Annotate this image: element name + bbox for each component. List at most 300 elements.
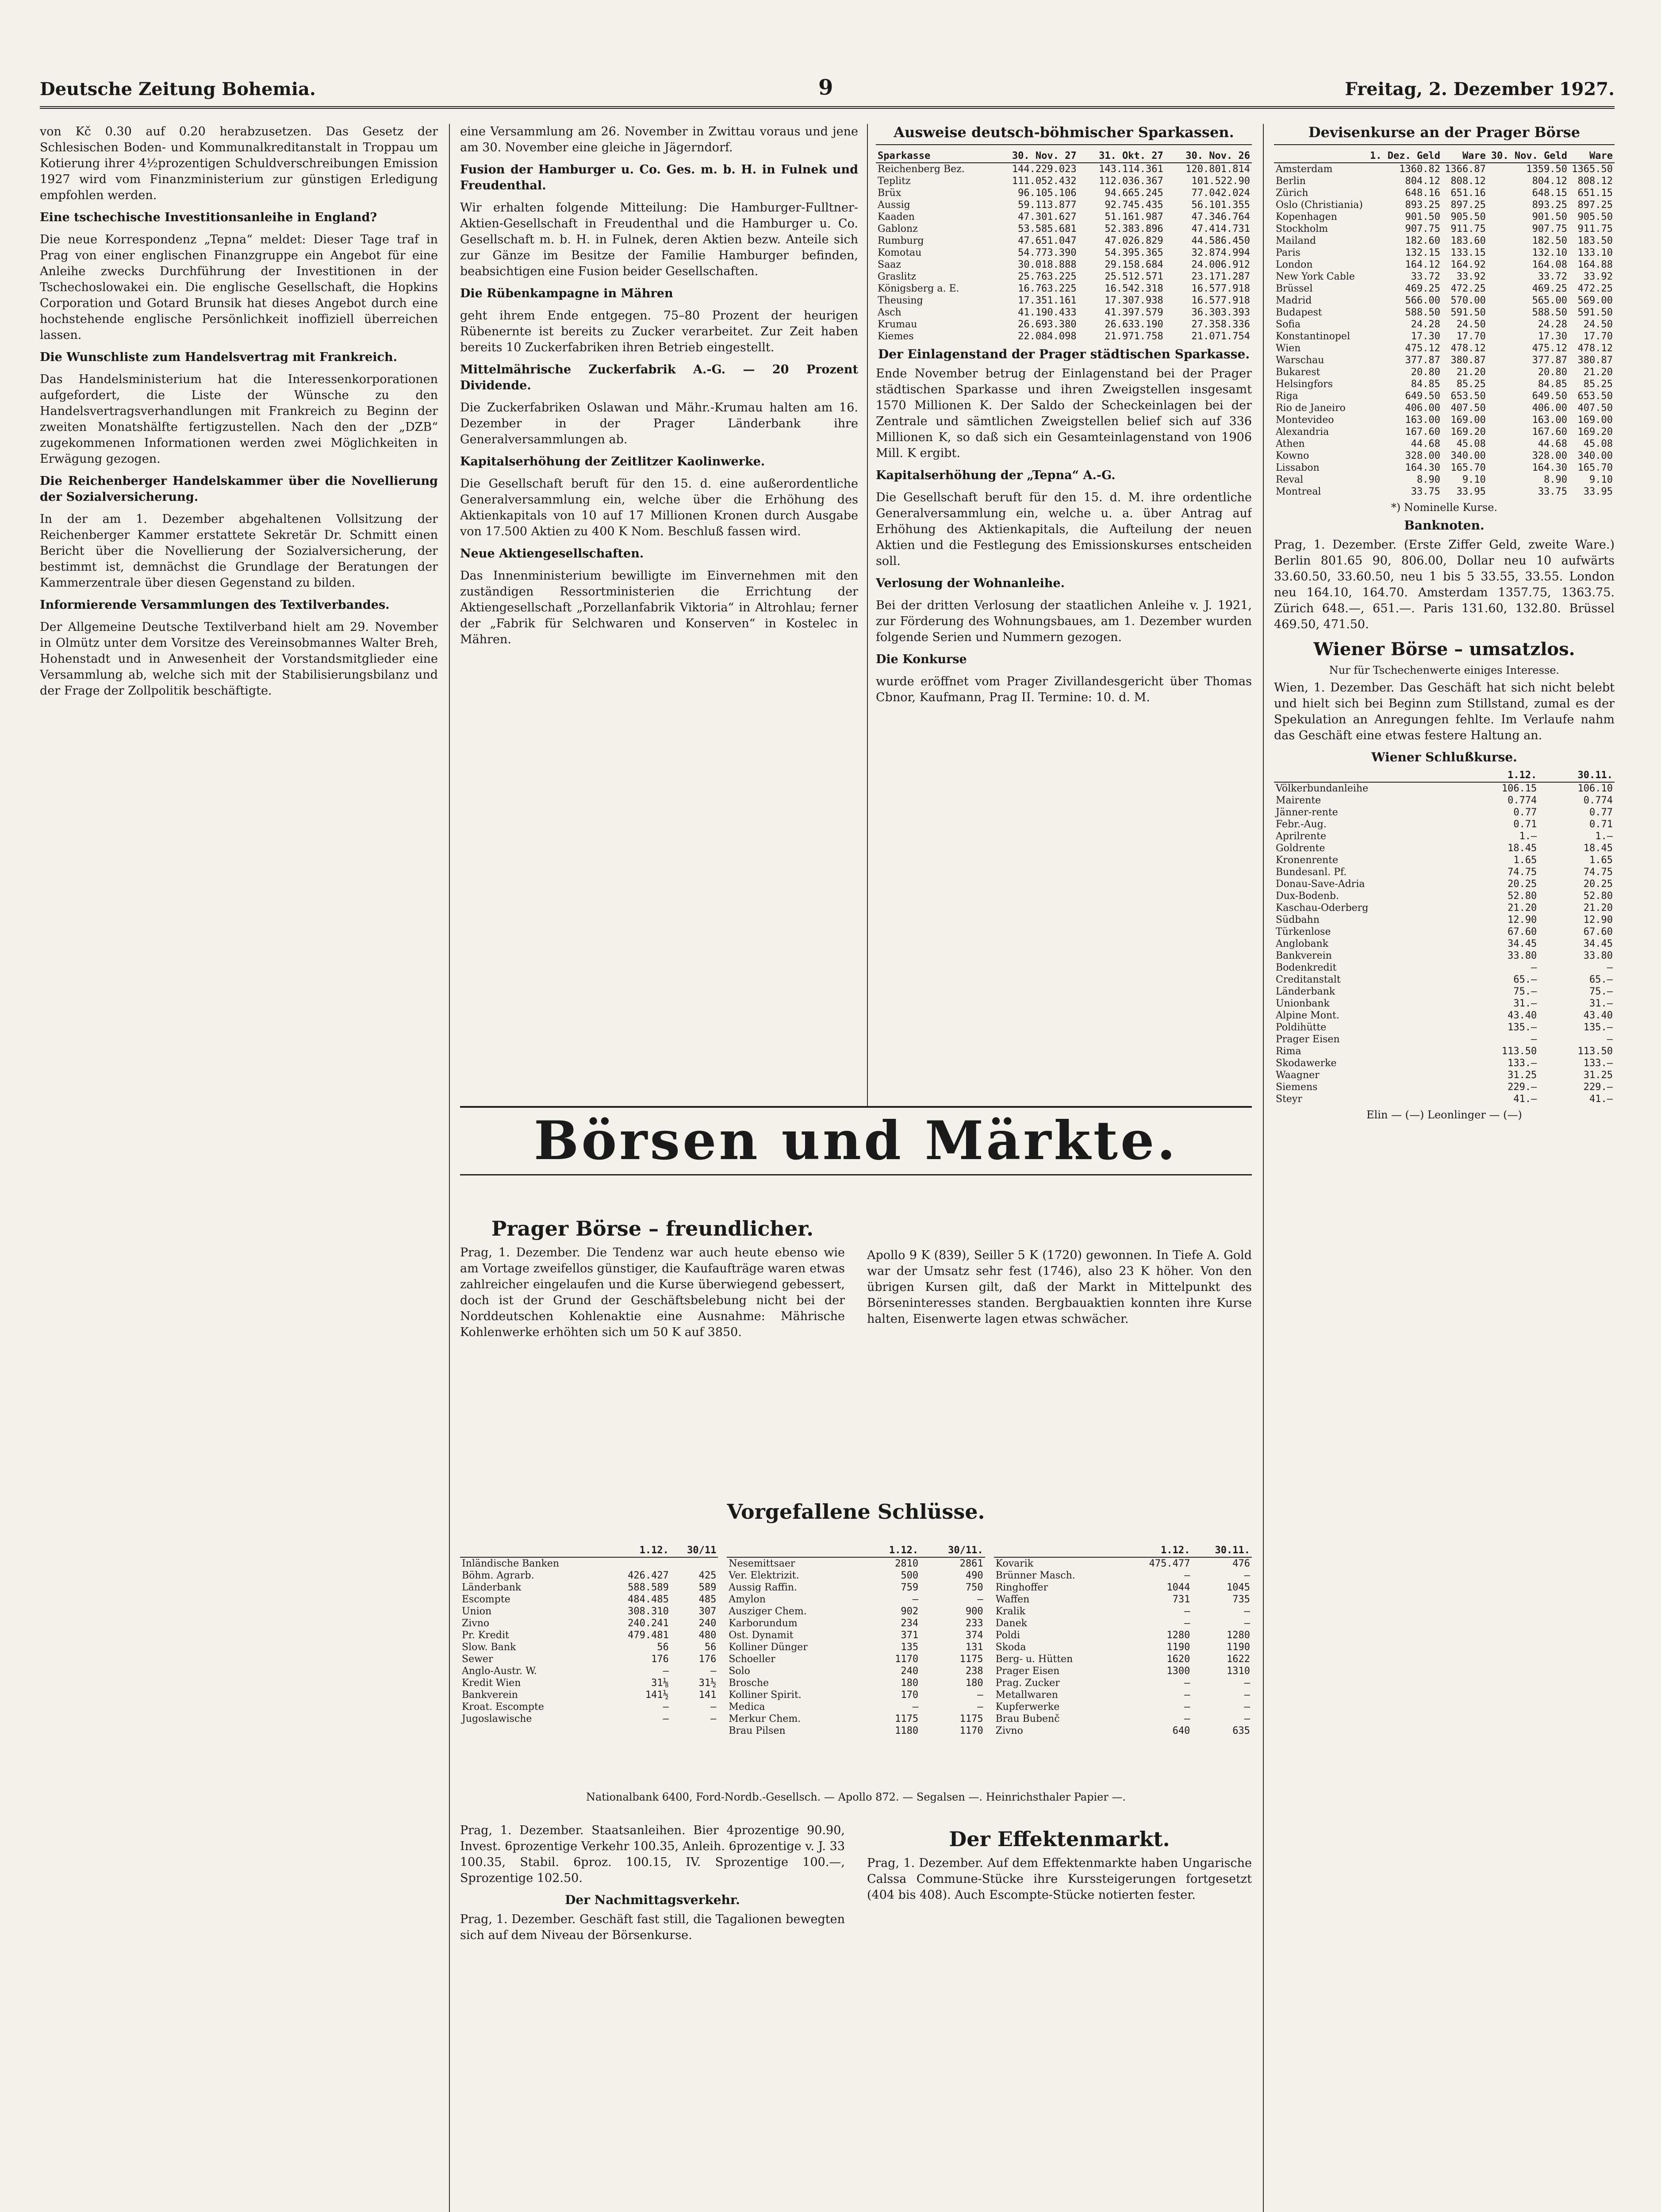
table-cell: 135: [901, 1642, 919, 1653]
table-cell: Länderbank: [462, 1582, 522, 1593]
table-cell: Amylon: [729, 1594, 766, 1605]
table-cell: —: [977, 1701, 983, 1713]
table-row: [1274, 1057, 1615, 1069]
table-cell: 65.—: [1513, 974, 1537, 985]
table-cell: 143.114.361: [1099, 164, 1163, 175]
currency-table-title: Devisenkurse an der Prager Börse: [1274, 124, 1615, 145]
table-cell: Unionbank: [1276, 998, 1330, 1009]
table-cell: 120.801.814: [1185, 164, 1250, 175]
table-cell: 1044: [1166, 1582, 1190, 1593]
table-cell: Kaaden: [878, 211, 915, 223]
table-cell: Skoda: [995, 1642, 1026, 1653]
table-footer: Elin — (—) Leonlinger — (—): [1366, 1109, 1522, 1121]
table-cell: Rio de Janeiro: [1276, 403, 1346, 414]
table-row: [876, 319, 1252, 330]
table-cell: 12.90: [1583, 914, 1613, 926]
table-cell: Kredit Wien: [462, 1678, 521, 1689]
table-cell: 24.28: [1411, 319, 1440, 330]
table-row: [876, 271, 1252, 283]
table-row: [460, 1689, 718, 1701]
column-4: [1274, 124, 1615, 2212]
table-cell: —: [1184, 1606, 1190, 1617]
table-row: [876, 307, 1252, 319]
table-cell: 1.65: [1589, 855, 1613, 866]
table-cell: 9.10: [1462, 474, 1486, 485]
table-cell: Creditanstalt: [1276, 974, 1341, 985]
table-cell: Kolliner Dünger: [729, 1642, 808, 1653]
article-heading: Kapitalserhöhung der „Tepna“ A.-G.: [876, 469, 1116, 482]
table-row: [994, 1653, 1252, 1665]
table-cell: Dux-Bodenb.: [1276, 891, 1339, 902]
table-cell: 485: [698, 1594, 717, 1605]
table-cell: 1170: [959, 1725, 983, 1736]
table-cell: 653.50: [1577, 391, 1613, 402]
table-cell: 96.105.106: [1018, 188, 1077, 199]
table-cell: 54.773.390: [1018, 247, 1077, 258]
table-row: [1274, 211, 1615, 223]
table-cell: 106.10: [1577, 783, 1613, 794]
table-row: [727, 1605, 985, 1617]
table-cell: 85.25: [1583, 379, 1613, 390]
table-row: [1274, 926, 1615, 938]
table-cell: [606, 1557, 671, 1570]
table-row: [1274, 902, 1615, 914]
table-row: [876, 187, 1252, 199]
table-cell: Anglo-Austr. W.: [462, 1666, 537, 1677]
table-row: [460, 1629, 718, 1641]
table-cell: 21.20: [1456, 367, 1486, 378]
table-cell: Königsberg a. E.: [878, 283, 959, 294]
article-heading: Verlosung der Wohnanleihe.: [876, 576, 1065, 590]
table-cell: 164.12: [1405, 259, 1440, 270]
table-cell: Saaz: [878, 259, 901, 270]
table-cell: 406.00: [1405, 403, 1440, 414]
table-row: [1274, 842, 1615, 854]
table-row: [876, 175, 1252, 187]
table-cell: 132.10: [1532, 247, 1568, 258]
table-row: [1274, 782, 1615, 795]
table-cell: 640: [1172, 1725, 1190, 1736]
table-cell: 17.70: [1583, 331, 1613, 342]
table-cell: 24.006.912: [1191, 259, 1250, 270]
table-cell: 475.12: [1405, 343, 1440, 354]
table-cell: 1300: [1166, 1666, 1190, 1677]
table-cell: 1366.87: [1445, 164, 1486, 175]
table-cell: 307: [698, 1606, 717, 1617]
table-header: Ware: [1442, 150, 1488, 163]
table-cell: Kopenhagen: [1276, 211, 1337, 223]
table-cell: 33.75: [1538, 486, 1568, 497]
vienna-text: Wien, 1. Dezember. Das Geschäft hat sich nicht belebt und hielt sich bei Beginn zum Stillstand, zumal es der Spekulation an Anregungen fehlte. Im Verlaufe nahm das Geschäft eine etwas festere Haltung an.: [1274, 681, 1615, 742]
table-cell: 480: [698, 1630, 717, 1641]
table-cell: 31.25: [1583, 1070, 1613, 1081]
table-cell: 653.50: [1450, 391, 1486, 402]
table-cell: 74.75: [1508, 867, 1537, 878]
table-cell: 141: [698, 1690, 717, 1701]
table-row: [1274, 974, 1615, 986]
table-cell: 0.71: [1589, 819, 1613, 830]
table-cell: 16.577.918: [1191, 295, 1250, 306]
table-cell: 651.16: [1450, 188, 1486, 199]
table-row: [1274, 378, 1615, 390]
table-cell: 41.—: [1589, 1094, 1613, 1105]
table-row: [727, 1665, 985, 1677]
table-cell: 588.50: [1532, 307, 1568, 318]
table-cell: 234: [901, 1618, 919, 1629]
article-heading: Eine tschechische Investitionsanleihe in England?: [40, 211, 377, 224]
table-cell: 41.397.579: [1105, 307, 1163, 318]
table-row: [460, 1605, 718, 1617]
table-cell: 0.774: [1508, 795, 1537, 806]
table-cell: Kroat. Escompte: [462, 1701, 544, 1713]
table-cell: Goldrente: [1276, 843, 1325, 854]
table-cell: 29.158.684: [1105, 259, 1163, 270]
table-row: [1274, 806, 1615, 818]
table-row: [727, 1617, 985, 1629]
table-cell: 750: [965, 1582, 983, 1593]
table-row: [1274, 830, 1615, 842]
table-cell: 164.92: [1450, 259, 1486, 270]
table-row: [1274, 486, 1615, 498]
table-cell: 1280: [1166, 1630, 1190, 1641]
table-row: [876, 259, 1252, 271]
table-cell: 479.481: [628, 1630, 669, 1641]
table-row: [1274, 390, 1615, 402]
table-row: [994, 1665, 1252, 1677]
table-cell: 167.60: [1532, 426, 1568, 438]
table-cell: 33.72: [1538, 271, 1568, 282]
table-cell: Völkerbundanleihe: [1276, 783, 1369, 794]
table-row: [1274, 1010, 1615, 1022]
table-cell: 56: [657, 1642, 669, 1653]
article-heading: Die Rübenkampagne in Mähren: [460, 287, 673, 300]
table-cell: 21.20: [1583, 902, 1613, 914]
table-cell: 16.763.225: [1018, 283, 1077, 294]
table-cell: Zivno: [995, 1725, 1023, 1736]
table-row: [876, 199, 1252, 211]
table-row: [994, 1594, 1252, 1605]
table-cell: Türkenlose: [1276, 926, 1331, 937]
footnote: *) Nominelle Kurse.: [1391, 501, 1498, 514]
table-cell: 340.00: [1450, 450, 1486, 461]
table-row: [876, 163, 1252, 175]
table-cell: 144.229.023: [1012, 164, 1077, 175]
table-cell: 169.20: [1450, 426, 1486, 438]
table-cell: 901.50: [1405, 211, 1440, 223]
table-cell: Reichenberg Bez.: [878, 164, 965, 175]
table-row: [1274, 1093, 1615, 1105]
table-cell: 163.00: [1532, 415, 1568, 426]
table-cell: 759: [901, 1582, 919, 1593]
table-row: [1274, 247, 1615, 259]
table-row: [876, 211, 1252, 223]
newspaper-name: Deutsche Zeitung Bohemia.: [40, 79, 316, 100]
table-cell: Teplitz: [878, 176, 911, 187]
table-cell: 133.—: [1583, 1058, 1613, 1069]
table-cell: Solo: [729, 1666, 750, 1677]
table-cell: 8.90: [1544, 474, 1568, 485]
table-cell: Kupferwerke: [995, 1701, 1060, 1713]
table-cell: Schoeller: [729, 1654, 775, 1665]
table-cell: 808.12: [1450, 176, 1486, 187]
table-cell: 12.90: [1508, 914, 1537, 926]
article-text: In der am 1. Dezember abgehaltenen Vollsitzung der Reichenberger Kammer erstattete Sekretär Dr. Schmitt einen Bericht über die Novellierung der Sozialversicherung, der bestimmt ist, demnächst die Grundlage der Beratungen der Kammerzentrale über diesen Gegenstand zu bilden.: [40, 512, 438, 590]
table-cell: Poldihütte: [1276, 1022, 1327, 1033]
table-cell: —: [1531, 1034, 1537, 1045]
table-cell: Kronenrente: [1276, 855, 1339, 866]
table-cell: 183.50: [1577, 235, 1613, 246]
table-cell: 34.45: [1583, 938, 1613, 949]
table-cell: 113.50: [1577, 1046, 1613, 1057]
table-row: [1274, 1069, 1615, 1081]
table-cell: Warschau: [1276, 355, 1324, 366]
table-cell: Amsterdam: [1276, 164, 1333, 175]
table-row: [1274, 366, 1615, 378]
table-row: [1274, 450, 1615, 462]
table-cell: 33.95: [1583, 486, 1613, 497]
table-row: [1274, 998, 1615, 1010]
table-cell: Mairente: [1276, 795, 1321, 806]
table-cell: 16.577.918: [1191, 283, 1250, 294]
article-text: Das Handelsministerium hat die Interessenkorporationen aufgefordert, die Liste der Wünsche zu den Handelsvertragsverhandlungen mit Frankreich zu Beginn der zweiten Monatshälfte fertigzustellen. Nach den der „DZB“ zugekommenen Informationen werden zwei Möglichkeiten in Erwägung gezogen.: [40, 373, 438, 466]
table-cell: 500: [901, 1570, 919, 1581]
trades-table-1: 1.12. 30/11 Inländische Banken Böhm. Agrarb. 426.427 425 Länderbank 588.589 589 Escompte 484.485 485 Union 308.310 307 Zivno 240.241 240 Pr. Kredit 479.481 480 Slow. Bank 56 56 Sewer 176 176 Anglo-Austr. W. — — Kredit Wien 31⅛ 31½ Bankverein 141½ 141 Kroat. Escompte — — Jugoslawische — —: [460, 1544, 718, 1725]
table-cell: 406.00: [1532, 403, 1568, 414]
table-row: [727, 1570, 985, 1582]
table-cell: 163.00: [1405, 415, 1440, 426]
table-cell: Inländische Banken: [462, 1558, 560, 1569]
trades-table-3: 1.12. 30.11. Kovarik 475.477 476 Brünner Masch. — — Ringhoffer 1044 1045 Waffen 731 735 Kralik — — Danek — — Poldi 1280 1280 Skoda 1190 1190 Berg- u. Hütten 1620 1622 Prager Eisen 1300 1310 Prag. Zucker — — Metallwaren — — Kupferwerke — — Brau Bubenč — — Zivno 640 635: [994, 1544, 1252, 1737]
table-cell: 731: [1172, 1594, 1190, 1605]
table-cell: 18.45: [1508, 843, 1537, 854]
article-heading: Mittelmährische Zuckerfabrik A.-G. — 20 Prozent Dividende.: [460, 363, 858, 392]
table-cell: 33.75: [1411, 486, 1440, 497]
table-cell: Union: [462, 1606, 492, 1617]
table-cell: 0.77: [1513, 807, 1537, 818]
table-cell: 17.351.161: [1018, 295, 1077, 306]
table-cell: Brüx: [878, 188, 901, 199]
table-cell: 476: [1232, 1558, 1250, 1569]
table-cell: 1175: [959, 1654, 983, 1665]
table-cell: —: [663, 1666, 669, 1677]
table-row: [1274, 426, 1615, 438]
table-header: Ware: [1569, 150, 1615, 163]
table-cell: Länderbank: [1276, 986, 1335, 997]
table-cell: 340.00: [1577, 450, 1613, 461]
table-cell: 33.92: [1583, 271, 1613, 282]
table-row: [727, 1689, 985, 1701]
table-cell: Montreal: [1276, 486, 1321, 497]
table-cell: 41.190.433: [1018, 307, 1077, 318]
table-cell: Krumau: [878, 319, 917, 330]
market-subheading: Prager Börse – freundlicher.: [491, 1217, 814, 1240]
table-cell: 47.346.764: [1191, 211, 1250, 223]
table-cell: 31½: [698, 1678, 717, 1689]
table-row: [1274, 187, 1615, 199]
table-row: [1274, 330, 1615, 342]
table-cell: 113.50: [1501, 1046, 1537, 1057]
table-cell: 141½: [645, 1690, 669, 1701]
table-cell: 2810: [895, 1558, 919, 1569]
table-cell: Stockholm: [1276, 223, 1328, 234]
table-cell: 56: [704, 1642, 717, 1653]
table-cell: 26.633.190: [1105, 319, 1163, 330]
table-cell: 20.80: [1538, 367, 1568, 378]
article-heading: Kapitalserhöhung der Zeitlitzer Kaolinwerke.: [460, 455, 765, 469]
table-cell: 85.25: [1456, 379, 1486, 390]
article-text: Der Allgemeine Deutsche Textilverband hielt am 29. November in Olmütz unter dem Vorsitze des Vereinsobmannes Walter Breh, Hohenstadt und in Anwesenheit der Vorstandsmitglieder eine Versammlung ab, welche sich mit der Stabilisierungsbilanz und der Frage der Zollpolitik beschäftigte.: [40, 620, 438, 698]
table-cell: Metallwaren: [995, 1690, 1058, 1701]
table-row: [460, 1570, 718, 1582]
table-row: [876, 223, 1252, 235]
table-cell: Waagner: [1276, 1070, 1320, 1081]
table-cell: 20.80: [1411, 367, 1440, 378]
table-row: [460, 1617, 718, 1629]
table-cell: 1180: [895, 1725, 919, 1736]
table-cell: 1280: [1227, 1630, 1250, 1641]
table-cell: 589: [698, 1582, 717, 1593]
table-row: [1274, 795, 1615, 806]
table-cell: Ausziger Chem.: [729, 1606, 807, 1617]
table-cell: 808.12: [1577, 176, 1613, 187]
table-cell: 1359.50: [1526, 164, 1568, 175]
table-cell: 1.—: [1519, 831, 1537, 842]
table-cell: 635: [1232, 1725, 1250, 1736]
table-cell: 893.25: [1532, 200, 1568, 211]
table-cell: Kolliner Spirit.: [729, 1690, 802, 1701]
table-row: [727, 1701, 985, 1713]
table-row: [727, 1641, 985, 1653]
article-text: Die Gesellschaft beruft für den 15. d. M. ihre ordentliche Generalversammlung ein, welche u. a. über Antrag auf Erhöhung des Aktienkapitals, die Aufteilung der neuen Aktien und die Festlegung des Emissionskurses entscheiden soll.: [876, 491, 1252, 568]
table-cell: Brosche: [729, 1678, 769, 1689]
table-cell: Kovarik: [995, 1558, 1034, 1569]
table-cell: 31.—: [1589, 998, 1613, 1009]
table-row: [1274, 235, 1615, 247]
table-row: [1274, 307, 1615, 319]
table-cell: Mailand: [1276, 235, 1316, 246]
table-cell: 75.—: [1589, 986, 1613, 997]
table-cell: 22.084.098: [1018, 331, 1077, 342]
table-cell: 380.87: [1450, 355, 1486, 366]
table-cell: —: [663, 1701, 669, 1713]
table-cell: —: [1184, 1690, 1190, 1701]
table-cell: 67.60: [1508, 926, 1537, 937]
table-cell: 167.60: [1405, 426, 1440, 438]
table-cell: Paris: [1276, 247, 1300, 258]
table-cell: 169.00: [1577, 415, 1613, 426]
table-cell: 229.—: [1583, 1082, 1613, 1093]
table-row: [727, 1594, 985, 1605]
issue-date: Freitag, 2. Dezember 1927.: [1345, 79, 1615, 100]
table-cell: 164.30: [1532, 462, 1568, 473]
table-cell: 17.30: [1538, 331, 1568, 342]
table-cell: Ringhoffer: [995, 1582, 1048, 1593]
table-row: [876, 283, 1252, 295]
table-cell: 649.50: [1532, 391, 1568, 402]
table-header: Sparkasse: [876, 150, 991, 163]
table-row: [727, 1653, 985, 1665]
table-cell: Ver. Elektrizit.: [729, 1570, 799, 1581]
table-cell: Brau Pilsen: [729, 1725, 786, 1736]
table-cell: Brünner Masch.: [995, 1570, 1075, 1581]
table-cell: 1045: [1227, 1582, 1250, 1593]
table-row: [460, 1557, 718, 1570]
table-cell: 59.113.877: [1018, 200, 1077, 211]
table-cell: 94.665.245: [1105, 188, 1163, 199]
table-row: [460, 1701, 718, 1713]
table-cell: 101.522.90: [1191, 176, 1250, 187]
table-cell: 24.28: [1538, 319, 1568, 330]
table-cell: Gablonz: [878, 223, 918, 234]
table-cell: Berlin: [1276, 176, 1306, 187]
table-cell: —: [1184, 1570, 1190, 1581]
vienna-subheading: Nur für Tschechenwerte einiges Interesse.: [1329, 664, 1560, 676]
table-cell: 52.80: [1583, 891, 1613, 902]
table-cell: 229.—: [1508, 1082, 1537, 1093]
table-cell: 43.40: [1583, 1010, 1613, 1021]
table-cell: 180: [965, 1678, 983, 1689]
table-cell: —: [1531, 962, 1537, 973]
table-cell: 25.763.225: [1018, 271, 1077, 282]
table-cell: —: [710, 1666, 717, 1677]
table-cell: Budapest: [1276, 307, 1322, 318]
table-cell: 36.303.393: [1191, 307, 1250, 318]
table-cell: 911.75: [1450, 223, 1486, 234]
table-cell: 902: [901, 1606, 919, 1617]
table-cell: 1190: [1166, 1642, 1190, 1653]
table-header: [1274, 769, 1463, 782]
table-row: [727, 1582, 985, 1594]
table-cell: Brüssel: [1276, 283, 1313, 294]
table-cell: 648.16: [1405, 188, 1440, 199]
table-cell: —: [663, 1713, 669, 1724]
table-cell: 32.874.994: [1191, 247, 1250, 258]
table-cell: 371: [901, 1630, 919, 1641]
table-cell: Bundesanl. Pf.: [1276, 867, 1347, 878]
table-cell: 132.15: [1405, 247, 1440, 258]
table-cell: 133.15: [1450, 247, 1486, 258]
table-row: [876, 235, 1252, 247]
table-cell: 588.589: [628, 1582, 669, 1593]
banknotes-text: Prag, 1. Dezember. (Erste Ziffer Geld, zweite Ware.) Berlin 801.65 90, 806.00, Dollar neu 10 aufwärts 33.60.50, 33.60.50, neu 1 bis 5 33.55, 33.55. London neu 164.10, 164.70. Amsterdam 1357.75, 1363.75. Zürich 648.—, 651.—. Paris 131.60, 132.80. Brüssel 469.50, 471.50.: [1274, 538, 1615, 631]
newspaper-page: [40, 75, 1615, 2212]
article-heading: Die Konkurse: [876, 653, 967, 666]
table-cell: 164.88: [1577, 259, 1613, 270]
table-cell: Alexandria: [1276, 426, 1329, 438]
table-cell: 328.00: [1405, 450, 1440, 461]
table-cell: Bankverein: [1276, 950, 1332, 961]
table-cell: 47.301.627: [1018, 211, 1077, 223]
table-cell: 17.30: [1411, 331, 1440, 342]
table-cell: 1170: [895, 1654, 919, 1665]
table-cell: 44.586.450: [1191, 235, 1250, 246]
table-cell: 804.12: [1405, 176, 1440, 187]
table-row: [1274, 962, 1615, 974]
table-row: [994, 1641, 1252, 1653]
table-cell: Jänner-rente: [1276, 807, 1338, 818]
table-cell: 67.60: [1583, 926, 1613, 937]
table-row: [876, 247, 1252, 259]
article-heading: Die Wunschliste zum Handelsvertrag mit Frankreich.: [40, 350, 397, 364]
article-text: Die Gesellschaft beruft für den 15. d. eine außerordentliche Generalversammlung ein, welche über die Erhöhung des Aktienkapitals von 10 auf 17 Millionen Kronen durch Ausgabe von 17.500 Aktien zu 400 K Nom. Beschluß fassen wird.: [460, 477, 858, 538]
table-cell: 475.477: [1149, 1558, 1190, 1569]
table-cell: 648.15: [1532, 188, 1568, 199]
table-row: [460, 1594, 718, 1605]
table-cell: Wien: [1276, 343, 1301, 354]
trades-tables: [460, 1544, 1252, 1737]
table-cell: Rima: [1276, 1046, 1301, 1057]
table-cell: 425: [698, 1570, 717, 1581]
